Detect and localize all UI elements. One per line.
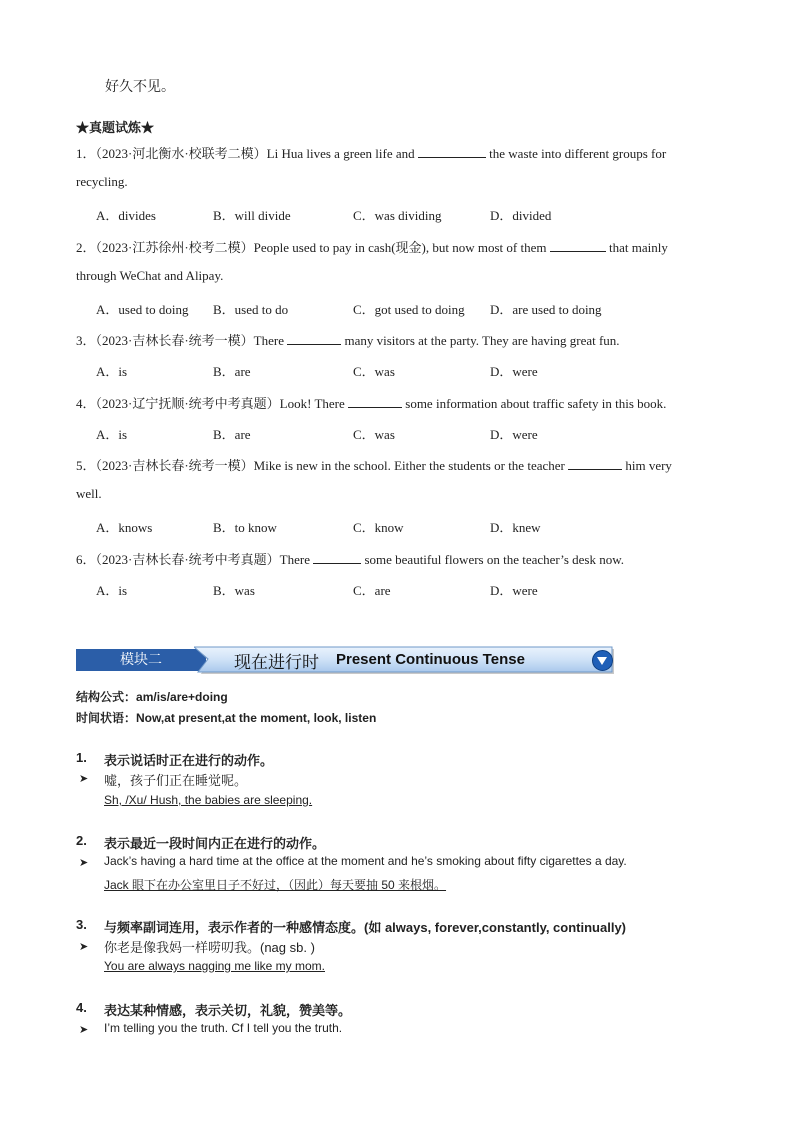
arrow-bullet-icon: ➤ bbox=[79, 941, 89, 953]
section-heading: ★真题试炼★ bbox=[76, 120, 155, 135]
option-c: C．was bbox=[353, 364, 395, 379]
option-a: A．used to doing bbox=[96, 302, 189, 317]
usage-example: Jack’s having a hard time at the office at the moment and he’s smoking about fifty cigarettes a day. bbox=[104, 854, 627, 868]
option-c: C．got used to doing bbox=[353, 302, 465, 317]
usage-heading: 与频率副词连用，表示作者的一种感情态度。(如 always, forever,constantly, continually) bbox=[104, 920, 626, 935]
module-title-en: Present Continuous Tense bbox=[336, 651, 525, 668]
question-5: 5．（2023·吉林长春·统考一模）Mike is new in the school. Either the students or the teacher him very bbox=[76, 458, 672, 473]
option-b: B．was bbox=[213, 583, 255, 598]
option-a: A．divides bbox=[96, 208, 156, 223]
usage-num: 2. bbox=[76, 833, 87, 848]
option-a: A．knows bbox=[96, 520, 153, 535]
intro-line: 好久不见。 bbox=[105, 80, 175, 95]
down-triangle-circle-icon bbox=[592, 650, 613, 671]
option-b: B．will divide bbox=[213, 208, 291, 223]
answer-blank bbox=[550, 240, 606, 252]
arrow-bullet-icon: ➤ bbox=[79, 857, 89, 869]
question-3: 3．（2023·吉林长春·统考一模）There many visitors at the party. They are having great fun. bbox=[76, 333, 620, 348]
question-2-cont: through WeChat and Alipay. bbox=[76, 268, 224, 283]
arrow-bullet-icon: ➤ bbox=[79, 773, 89, 785]
usage-example-translation: You are always nagging me like my mom. bbox=[104, 959, 325, 973]
time-adverbial-line: 时间状语：Now,at present,at the moment, look, listen bbox=[76, 711, 377, 725]
answer-blank bbox=[568, 458, 622, 470]
option-b: B．are bbox=[213, 364, 251, 379]
option-d: D．were bbox=[490, 583, 538, 598]
usage-heading: 表达某种情感，表示关切，礼貌，赞美等。 bbox=[104, 1003, 352, 1018]
usage-example-translation: Sh, /Xu/ Hush, the babies are sleeping. bbox=[104, 793, 313, 807]
option-a: A．is bbox=[96, 427, 128, 442]
option-d: D．divided bbox=[490, 208, 552, 223]
question-4: 4．（2023·辽宁抚顺·统考中考真题）Look! There some information about traffic safety in this book. bbox=[76, 396, 667, 411]
usage-example-translation: Jack 眼下在办公室里日子不好过，（因此）每天要抽 50 来根烟。 bbox=[104, 878, 447, 892]
option-b: B．are bbox=[213, 427, 251, 442]
usage-num: 4. bbox=[76, 1000, 87, 1015]
module-title-cn: 现在进行时 bbox=[234, 653, 319, 673]
module-tag-label: 模块二 bbox=[120, 652, 162, 668]
answer-blank bbox=[418, 146, 486, 158]
module-header bbox=[76, 646, 616, 676]
option-d: D．were bbox=[490, 427, 538, 442]
option-b: B．used to do bbox=[213, 302, 289, 317]
usage-example: I’m telling you the truth. Cf I tell you the truth. bbox=[104, 1021, 343, 1035]
question-1-cont: recycling. bbox=[76, 174, 128, 189]
answer-blank bbox=[287, 333, 341, 345]
usage-num: 3. bbox=[76, 917, 87, 932]
module-tag bbox=[76, 649, 206, 671]
usage-example: 嘘，孩子们正在睡觉呢。 bbox=[104, 773, 248, 788]
question-1: 1．（2023·河北衡水·校联考二模）Li Hua lives a green life and the waste into different groups for bbox=[76, 146, 667, 161]
option-b: B．to know bbox=[213, 520, 277, 535]
option-c: C．are bbox=[353, 583, 391, 598]
usage-heading: 表示说话时正在进行的动作。 bbox=[104, 753, 274, 768]
option-d: D．knew bbox=[490, 520, 541, 535]
question-2: 2．（2023·江苏徐州·校考二模）People used to pay in cash(现金), but now most of them that mainly bbox=[76, 240, 668, 255]
option-a: A．is bbox=[96, 583, 128, 598]
option-c: C．was dividing bbox=[353, 208, 442, 223]
question-5-cont: well. bbox=[76, 486, 102, 501]
question-6: 6．（2023·吉林长春·统考中考真题）There some beautiful flowers on the teacher’s desk now. bbox=[76, 552, 625, 567]
usage-num: 1. bbox=[76, 750, 87, 765]
answer-blank bbox=[313, 552, 361, 564]
option-c: C．was bbox=[353, 427, 395, 442]
formula-line: 结构公式：am/is/are+doing bbox=[76, 690, 228, 704]
option-d: D．were bbox=[490, 364, 538, 379]
usage-heading: 表示最近一段时间内正在进行的动作。 bbox=[104, 836, 326, 851]
option-a: A．is bbox=[96, 364, 128, 379]
option-c: C．know bbox=[353, 520, 404, 535]
option-d: D．are used to doing bbox=[490, 302, 602, 317]
arrow-bullet-icon: ➤ bbox=[79, 1024, 89, 1036]
usage-example: 你老是像我妈一样唠叨我。(nag sb. ) bbox=[104, 940, 315, 955]
answer-blank bbox=[348, 396, 402, 408]
